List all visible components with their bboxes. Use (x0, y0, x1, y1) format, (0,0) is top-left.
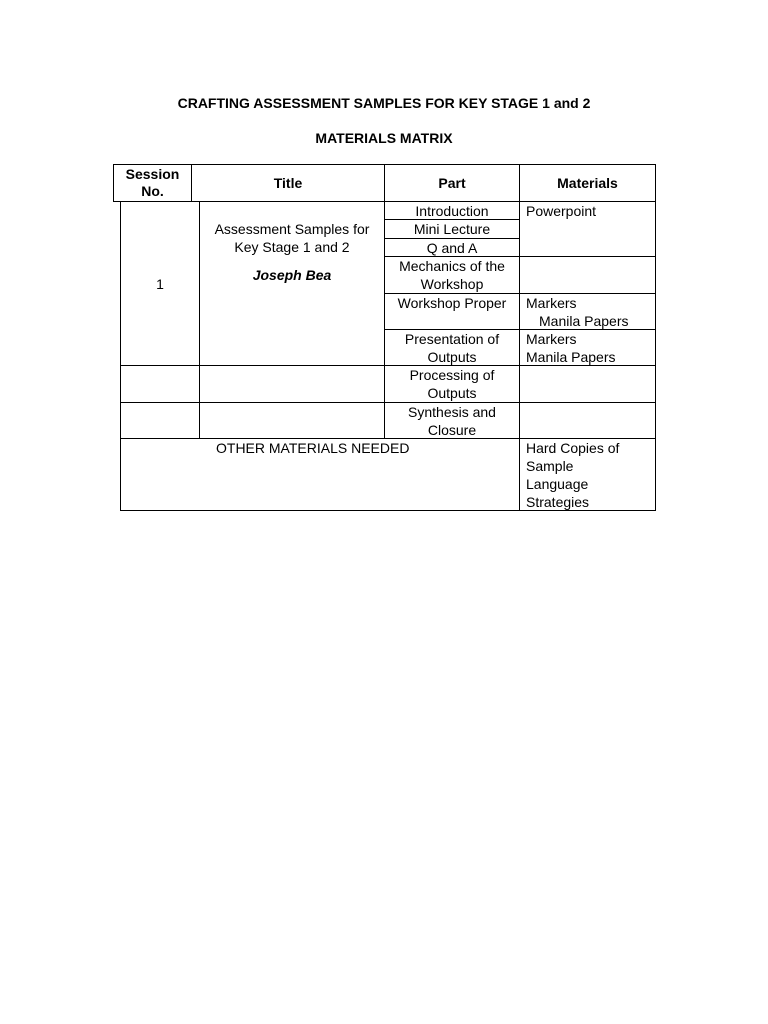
session-author: Joseph Bea (252, 267, 332, 283)
part-mechanics-line2: Workshop (420, 276, 484, 292)
part-mini-lecture: Mini Lecture (413, 221, 491, 237)
part-synthesis-line1: Synthesis and (408, 404, 496, 420)
part-cell (384, 256, 520, 294)
materials-cell (519, 293, 656, 330)
part-cell (384, 365, 520, 403)
header-session-line2: No. (141, 183, 164, 199)
materials-powerpoint: Powerpoint (526, 203, 597, 219)
part-workshop-proper: Workshop Proper (397, 295, 507, 311)
empty-session-cell (120, 402, 200, 439)
materials-workshop-line1: Markers (526, 295, 577, 311)
part-cell (384, 219, 520, 239)
part-cell (384, 293, 520, 330)
document-title: CRAFTING ASSESSMENT SAMPLES FOR KEY STAGE 1 and 2 (177, 95, 591, 111)
header-session-no (113, 164, 192, 202)
header-materials: Materials (519, 164, 656, 202)
header-part: Part (384, 164, 520, 202)
empty-title-cell (199, 365, 385, 403)
session-number: 1 (156, 275, 164, 292)
other-materials-line4: Strategies (526, 494, 590, 510)
other-materials-label-cell (120, 438, 520, 511)
header-session-line1: Session (125, 166, 180, 182)
part-processing-line1: Processing of (409, 367, 495, 383)
session-title-line1: Assessment Samples for (214, 221, 370, 237)
part-cell (384, 201, 520, 220)
other-materials-line3: Language (526, 476, 589, 492)
materials-cell (519, 329, 656, 366)
session-number-cell (120, 201, 200, 366)
part-processing-line2: Outputs (427, 385, 477, 401)
materials-presentation-line2: Manila Papers (526, 349, 616, 365)
other-materials-value-cell (519, 438, 656, 511)
materials-cell (519, 201, 656, 257)
other-materials-line1: Hard Copies of (526, 440, 620, 456)
part-introduction: Introduction (415, 203, 489, 219)
part-presentation-line2: Outputs (427, 349, 477, 365)
empty-session-cell (120, 365, 200, 403)
part-cell (384, 329, 520, 366)
session-title-cell (199, 201, 385, 366)
materials-cell (519, 365, 656, 403)
part-q-and-a: Q and A (426, 240, 478, 256)
document-subtitle: MATERIALS MATRIX (315, 130, 453, 146)
part-mechanics-line1: Mechanics of the (399, 258, 505, 274)
materials-presentation-line1: Markers (526, 331, 577, 347)
empty-title-cell (199, 402, 385, 439)
part-cell (384, 238, 520, 257)
header-title: Title (191, 164, 385, 202)
other-materials-label: OTHER MATERIALS NEEDED (216, 440, 410, 456)
materials-cell (519, 402, 656, 439)
part-synthesis-line2: Closure (427, 422, 477, 438)
part-cell (384, 402, 520, 439)
materials-cell (519, 256, 656, 294)
part-presentation-line1: Presentation of (404, 331, 500, 347)
materials-workshop-line2: Manila Papers (539, 313, 629, 329)
session-title-line2: Key Stage 1 and 2 (234, 239, 350, 255)
other-materials-line2: Sample (526, 458, 574, 474)
